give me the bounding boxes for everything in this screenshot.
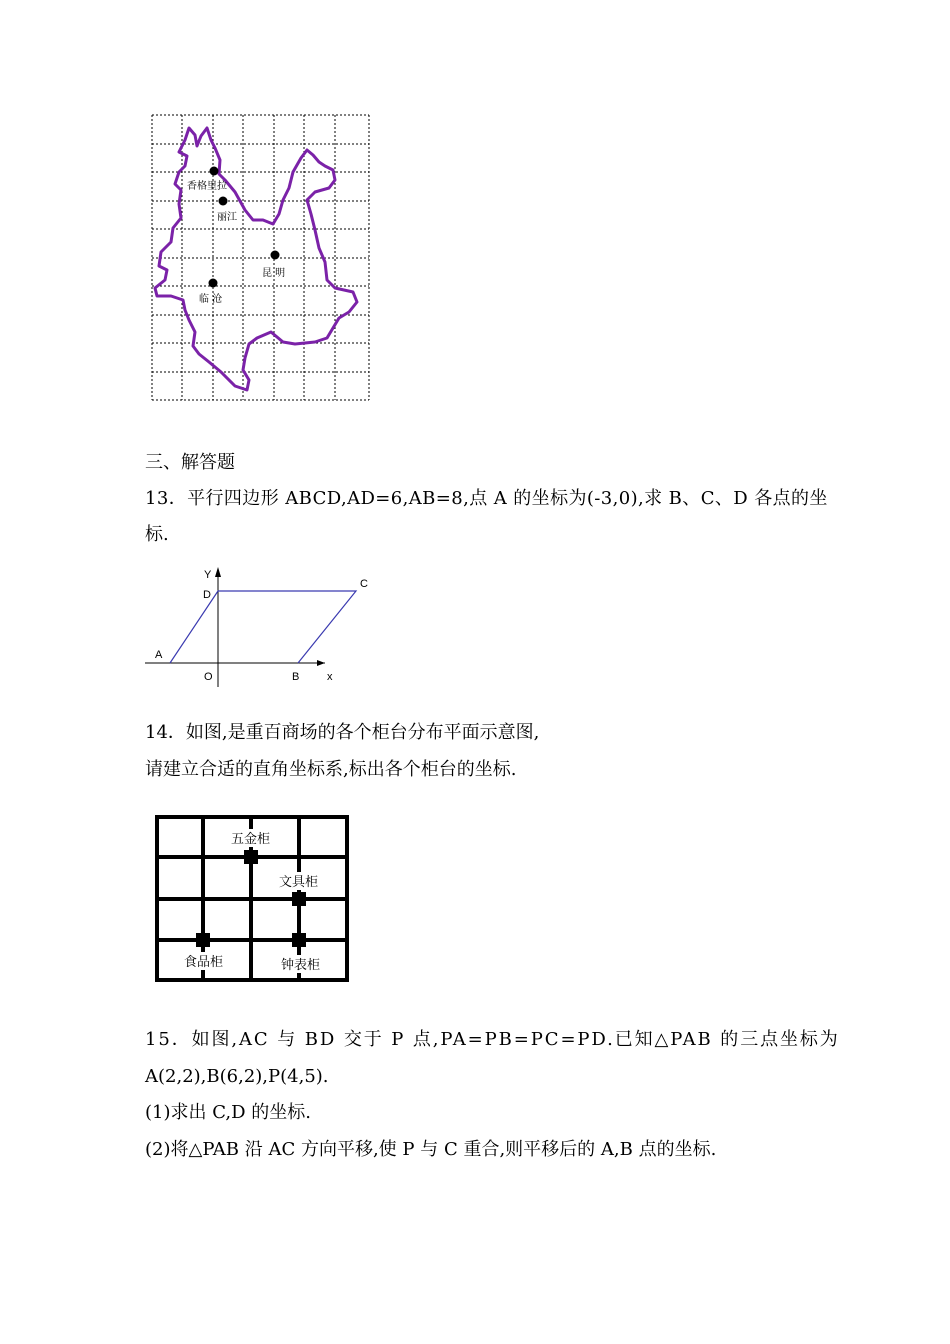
city-label-shangri-la: 香格里拉	[187, 181, 227, 192]
y-axis-arrow-icon	[215, 567, 221, 577]
city-dot	[209, 279, 218, 288]
label-a: A	[155, 649, 163, 661]
city-label-kunming: 昆 明	[262, 268, 286, 279]
q15-text-line2: A(2,2),B(6,2),P(4,5).	[145, 1066, 329, 1087]
city-dot	[219, 197, 228, 206]
counter-marker-hardware	[244, 850, 258, 864]
x-axis-arrow-icon	[317, 660, 325, 666]
parallelogram-abcd	[170, 591, 356, 663]
q15-text-line3: (1)求出 C,D 的坐标.	[145, 1102, 311, 1123]
q14-text-line2: 请建立合适的直角坐标系,标出各个柜台的坐标.	[145, 759, 517, 780]
q13-text-line2: 标.	[145, 524, 169, 545]
city-dot	[271, 251, 280, 260]
label-c: C	[360, 578, 368, 590]
label-b: B	[292, 671, 300, 683]
label-o: O	[204, 671, 213, 683]
label-d: D	[203, 589, 211, 601]
counter-label-food: 食品柜	[184, 955, 224, 970]
q14-text-line1: 14．如图,是重百商场的各个柜台分布平面示意图,	[145, 722, 540, 743]
label-y: Y	[204, 569, 212, 581]
counter-label-watch: 钟表柜	[281, 958, 321, 973]
city-label-lijiang: 丽江	[217, 212, 237, 223]
q13-text-line1: 13．平行四边形 ABCD,AD=6,AB=8,点 A 的坐标为(-3,0),求 B、C、D 各点的坐	[145, 488, 828, 509]
counter-marker-food	[196, 933, 210, 947]
q15-text-line1: 15．如图,AC 与 BD 交于 P 点,PA=PB=PC=PD.已知△PAB 的三点坐标为	[145, 1029, 840, 1050]
counter-label-stationery: 文具柜	[279, 875, 319, 890]
province-map-figure	[145, 110, 375, 405]
q15-text-line4: (2)将△PAB 沿 AC 方向平移,使 P 与 C 重合,则平移后的 A,B 点的坐标.	[145, 1139, 717, 1160]
store-layout-figure	[150, 812, 355, 987]
province-border	[155, 128, 357, 390]
section-heading: 三、解答题	[145, 452, 235, 473]
counter-marker-stationery	[292, 892, 306, 906]
parallelogram-figure	[145, 565, 385, 690]
counter-marker-watch	[292, 933, 306, 947]
city-dot	[210, 167, 219, 176]
map-grid	[152, 115, 369, 400]
label-x: x	[327, 671, 333, 683]
city-label-lincang: 临 沧	[199, 294, 223, 305]
counter-label-hardware: 五金柜	[231, 832, 271, 847]
